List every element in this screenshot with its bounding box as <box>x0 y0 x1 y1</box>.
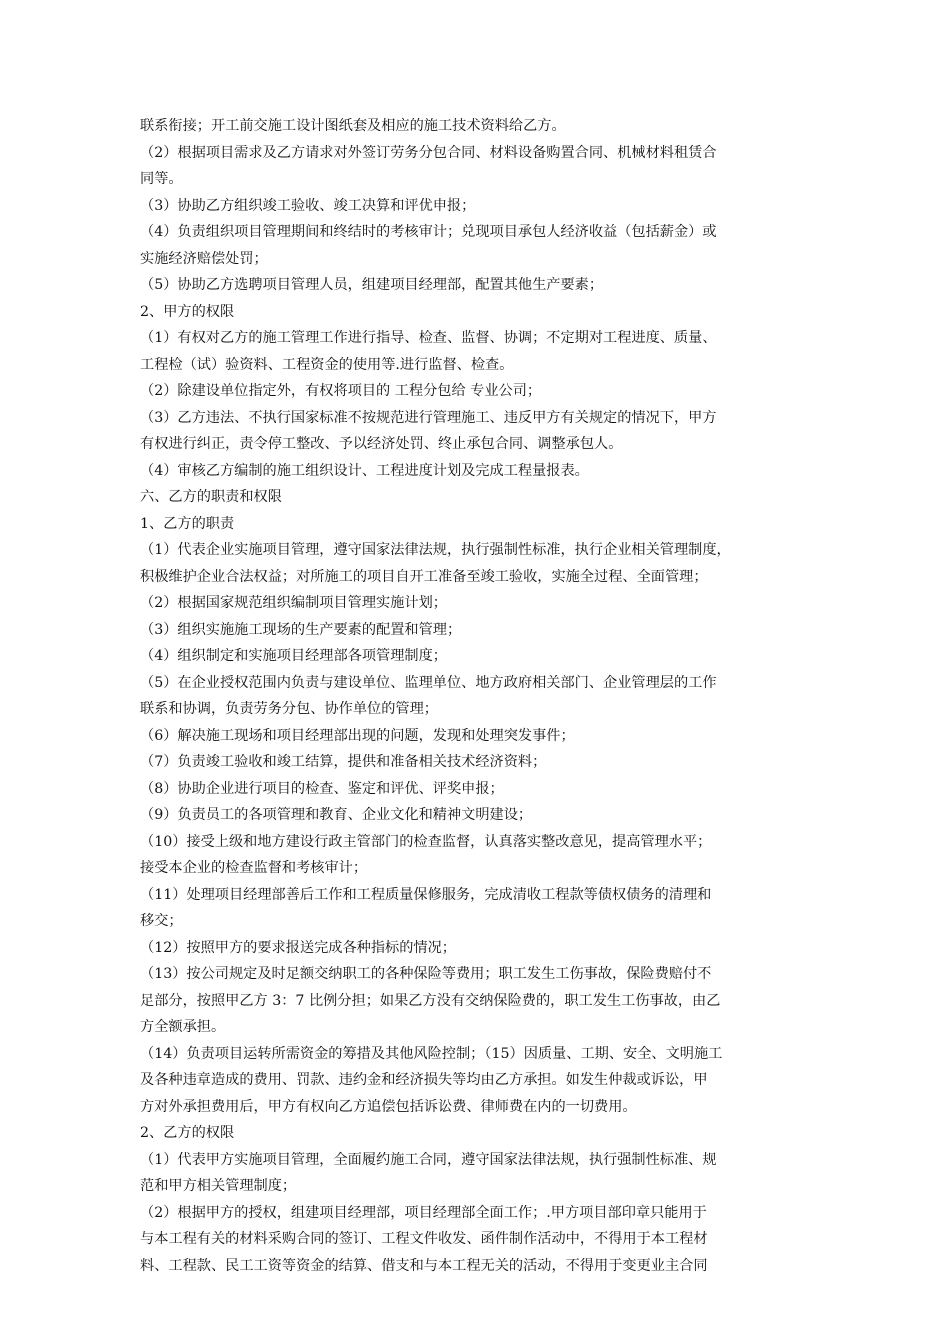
text-line: 联系和协调，负责劳务分包、协作单位的管理； <box>140 701 438 717</box>
text-line: 移交； <box>140 913 183 929</box>
text-line: （4）审核乙方编制的施工组织设计、工程进度计划及完成工程量报表。 <box>140 462 589 479</box>
text-line: （3）乙方违法、不执行国家标准不按规范进行管理施工、违反甲方有关规定的情况下，甲方 <box>140 409 717 426</box>
text-line: （9）负责员工的各项管理和教育、企业文化和精神文明建设； <box>140 807 533 823</box>
text-line: 范和甲方相关管理制度； <box>140 1178 297 1194</box>
text-line: （10）接受上级和地方建设行政主管部门的检查监督，认真落实整改意见，提高管理水平； <box>140 833 712 850</box>
text-line: 实施经济赔偿处罚； <box>140 250 268 267</box>
text-line: 方对外承担费用后，甲方有权向乙方追偿包括诉讼费、律师费在内的一切费用。 <box>140 1098 637 1115</box>
text-line: 有权进行纠正，责令停工整改、予以经济处罚、终止承包合同、调整承包人。 <box>140 436 623 452</box>
text-line: （2）根据项目需求及乙方请求对外签订劳务分包合同、材料设备购置合同、机械材料租赁合 <box>140 144 717 161</box>
text-line: （2）除建设单位指定外，有权将项目的 工程分包给 专业公司； <box>140 383 542 399</box>
text-line: （13）按公司规定及时足额交纳职工的各种保险等费用；职工发生工伤事故，保险费赔付不 <box>140 966 712 982</box>
text-line: 足部分，按照甲乙方 3：7 比例分担；如果乙方没有交纳保险费的，职工发生工伤事故，由乙 <box>140 992 721 1009</box>
text-line: 与本工程有关的材料采购合同的签订、工程文件收发、函件制作活动中，不得用于本工程材 <box>140 1231 708 1247</box>
text-line: （1）代表甲方实施项目管理，全面履约施工合同，遵守国家法律法规，执行强制性标准、规 <box>140 1151 717 1168</box>
text-line: 料、工程款、民工工资等资金的结算、借支和与本工程无关的活动，不得用于变更业主合同 <box>140 1257 708 1274</box>
text-line: 方全额承担。 <box>140 1019 226 1035</box>
text-line: （3）协助乙方组织竣工验收、竣工决算和评优申报； <box>140 197 476 214</box>
text-line: （3）组织实施施工现场的生产要素的配置和管理； <box>140 621 462 638</box>
text-line: （11）处理项目经理部善后工作和工程质量保修服务，完成清收工程款等债权债务的清理和 <box>140 886 712 903</box>
text-line: （1）有权对乙方的施工管理工作进行指导、检查、监督、协调；不定期对工程进度、质量、 <box>140 330 717 346</box>
text-line: （12）按照甲方的要求报送完成各种指标的情况； <box>140 939 456 956</box>
text-line: （7）负责竣工验收和竣工结算，提供和准备相关技术经济资料； <box>140 754 547 770</box>
text-line: （6）解决施工现场和项目经理部出现的问题，发现和处理突发事件； <box>140 727 575 744</box>
text-line: （8）协助企业进行项目的检查、鉴定和评优、评奖申报； <box>140 780 504 797</box>
section-heading: 2、乙方的权限 <box>140 1125 235 1141</box>
text-line: （5）协助乙方选聘项目管理人员，组建项目经理部，配置其他生产要素； <box>140 277 604 293</box>
text-line: （2）根据国家规范组织编制项目管理实施计划； <box>140 595 447 611</box>
text-line: （14）负责项目运转所需资金的筹措及其他风险控制；（15）因质量、工期、安全、文明施工 <box>140 1045 723 1062</box>
text-line: 接受本企业的检查监督和考核审计； <box>140 860 368 876</box>
text-line: （4）负责组织项目管理期间和终结时的考核审计；兑现项目承包人经济收益（包括薪金）或 <box>140 224 717 240</box>
text-line: 积极维护企业合法权益；对所施工的项目自开工准备至竣工验收，实施全过程、全面管理； <box>140 568 708 585</box>
document-body <box>140 113 820 1279</box>
text-line: （1）代表企业实施项目管理，遵守国家法律法规，执行强制性标准，执行企业相关管理制度， <box>140 542 731 558</box>
section-heading: 1、乙方的职责 <box>140 515 235 532</box>
text-line: （5）在企业授权范围内负责与建设单位、监理单位、地方政府相关部门、企业管理层的工作 <box>140 674 717 691</box>
text-line: （2）根据甲方的授权，组建项目经理部，项目经理部全面工作；.甲方项目部印章只能用于 <box>140 1204 707 1221</box>
text-line: 及各种违章造成的费用、罚款、违约金和经济损失等均由乙方承担。如发生仲裁或诉讼，甲 <box>140 1072 708 1088</box>
text-line: 同等。 <box>140 171 183 187</box>
text-line: 工程检（试）验资料、工程资金的使用等.进行监督、检查。 <box>140 356 514 373</box>
text-line: （4）组织制定和实施项目经理部各项管理制度； <box>140 648 447 664</box>
text-line: 联系衔接；开工前交施工设计图纸套及相应的施工技术资料给乙方。 <box>140 118 566 134</box>
section-heading: 2、甲方的权限 <box>140 303 235 320</box>
chapter-heading: 六、乙方的职责和权限 <box>140 489 282 505</box>
